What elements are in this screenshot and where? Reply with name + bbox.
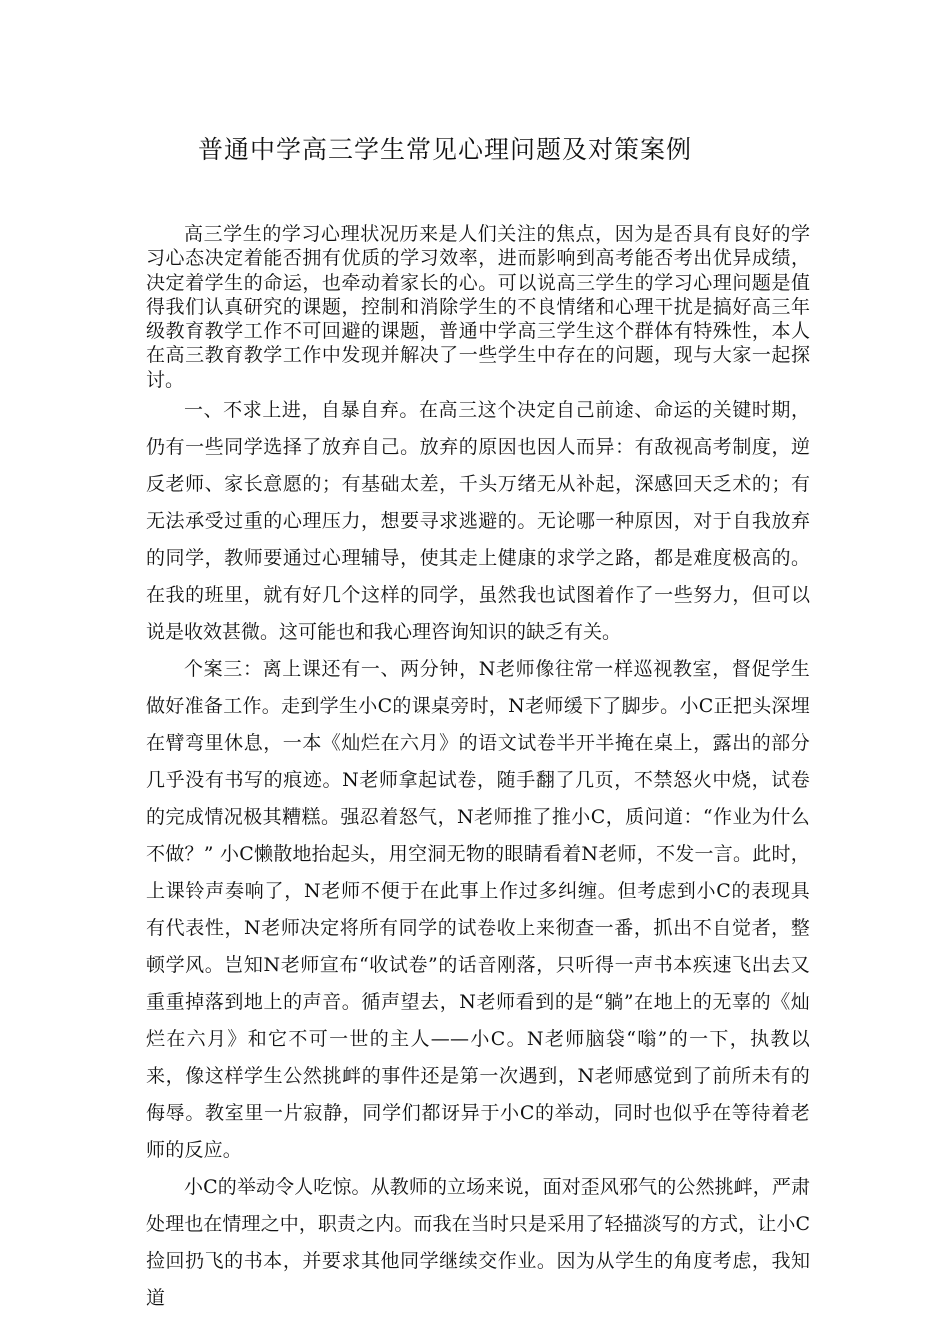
paragraph-reaction: 小C的举动令人吃惊。从教师的立场来说，面对歪风邪气的公然挑衅，严肃处理也在情理之中，职责之内。而我在当时只是采用了轻描淡写的方式，让小C捡回扔飞的书本，并要求其他同学继续交作业。因为从学生的角度考虑，我知道 [146,1176,810,1310]
document-body [146,222,810,1317]
paragraph-intro: 高三学生的学习心理状况历来是人们关注的焦点，因为是否具有良好的学习心态决定着能否拥有优质的学习效率，进而影响到高考能否考出优异成绩，决定着学生的命运，也牵动着家长的心。可以说高三学生的学习心理问题是值得我们认真研究的课题，控制和消除学生的不良情绪和心理干扰是搞好高三年级教育教学工作不可回避的课题，普通中学高三学生这个群体有特殊性，本人在高三教育教学工作中发现并解决了一些学生中存在的问题，现与大家一起探讨。 [146,223,810,391]
document-title: 普通中学高三学生常见心理问题及对策案例 [197,135,692,164]
paragraph-section-one: 一、不求上进，自暴自弃。在高三这个决定自己前途、命运的关键时期，仍有一些同学选择了放弃自己。放弃的原因也因人而异：有敌视高考制度，逆反老师、家长意愿的；有基础太差，千头万绪无从补起，深感回天乏术的；有无法承受过重的心理压力，想要寻求逃避的。无论哪一种原因，对于自我放弃的同学，教师要通过心理辅导，使其走上健康的求学之路，都是难度极高的。在我的班里，就有好几个这样的同学，虽然我也试图着作了一些努力，但可以说是收效甚微。这可能也和我心理咨询知识的缺乏有关。 [146,399,810,644]
paragraph-case-three: 个案三：离上课还有一、两分钟，N老师像往常一样巡视教室，督促学生做好准备工作。走到学生小C的课桌旁时，N老师缓下了脚步。小C正把头深埋在臂弯里休息，一本《灿烂在六月》的语文试卷半开半掩在桌上，露出的部分几乎没有书写的痕迹。N老师拿起试卷，随手翻了几页，不禁怒火中烧，试卷的完成情况极其糟糕。强忍着怒气，N老师推了推小C，质问道：“作业为什么不做？” 小C懒散地抬起头，用空洞无物的眼睛看着N老师，不发一言。此时，上课铃声奏响了，N老师不便于在此事上作过多纠缠。但考虑到小C的表现具有代表性，N老师决定将所有同学的试卷收上来彻查一番，抓出不自觉者，整顿学风。岂知N老师宣布“收试卷”的话音刚落，只听得一声书本疾速飞出去又重重掉落到地上的声音。循声望去，N老师看到的是“躺”在地上的无辜的《灿烂在六月》和它不可一世的主人——小C。N老师脑袋“嗡”的一下，执教以来，像这样学生公然挑衅的事件还是第一次遇到，N老师感觉到了前所未有的侮辱。教室里一片寂静，同学们都讶异于小C的举动，同时也似乎在等待着老师的反应。 [146,658,810,1162]
